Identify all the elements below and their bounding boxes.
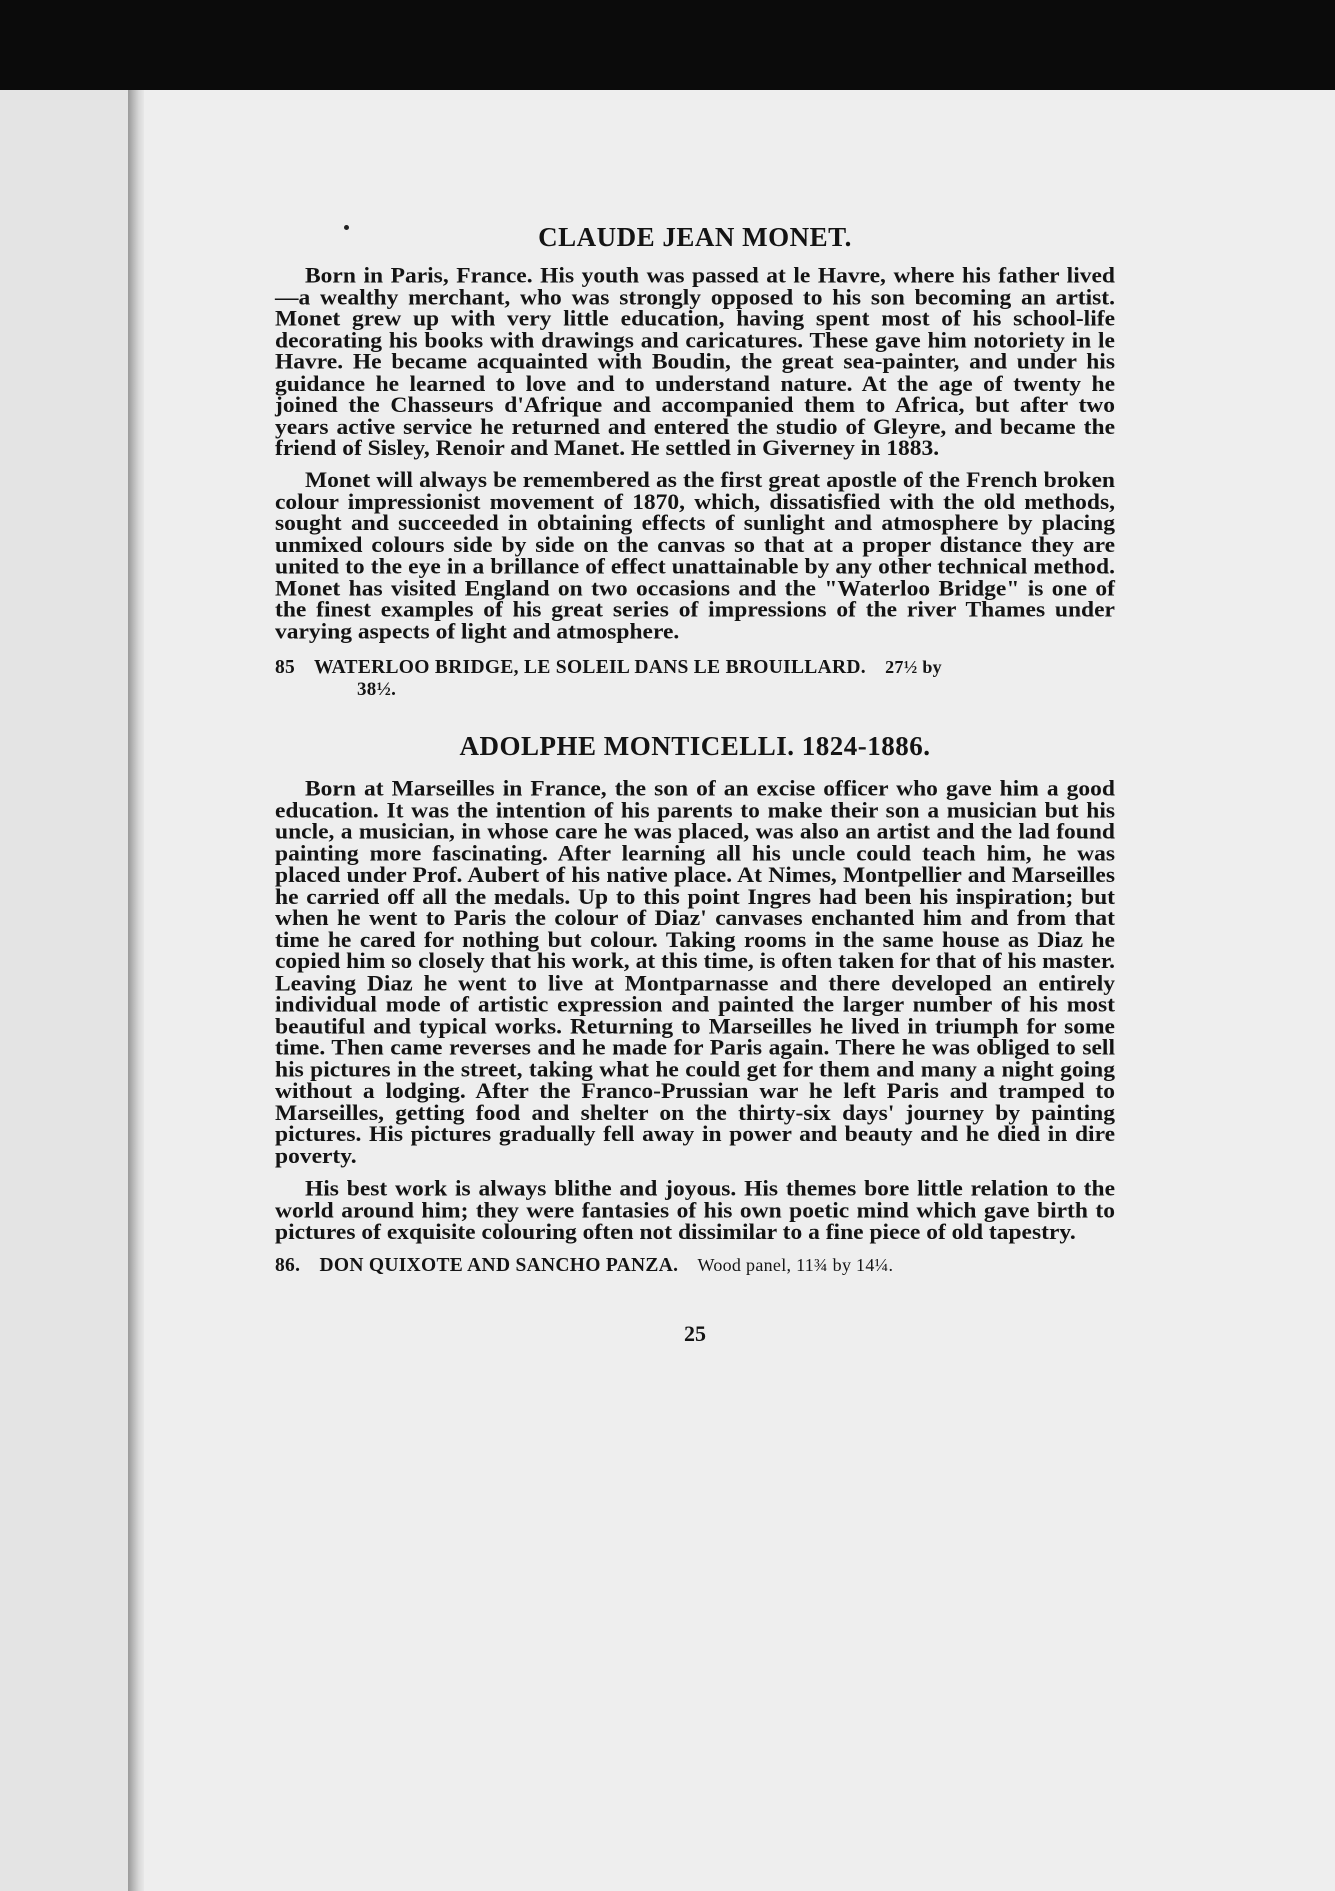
artist-heading-monet: CLAUDE JEAN MONET. bbox=[538, 222, 852, 252]
catalogue-entry-86 bbox=[275, 1254, 1115, 1277]
facing-page-edge bbox=[0, 90, 135, 1891]
entry-title: WATERLOO BRIDGE, LE SOLEIL DANS LE BROUILLARD. bbox=[313, 656, 866, 678]
monet-paragraph-1: Born in Paris, France. His youth was passed at le Havre, where his father lived—a wealthy merchant, who was strongly opposed to his son becoming an artist. Monet grew up with very little education, having spent most of his school-life decorating his books with drawings and caricatures. These gave him notoriety in le Havre. He became acquainted with Boudin, the great sea-painter, and under his guidance he learned to love and to understand nature. At the age of twenty he joined the Chasseurs d'Afrique and accompanied them to Africa, but after two years active service he returned and entered the studio of Gleyre, and became the friend of Sisley, Renoir and Manet. He settled in Giverney in 1883. bbox=[275, 263, 1115, 461]
entry-number: 86. bbox=[275, 1255, 301, 1276]
entry-medium: Wood panel, 11¾ by 14¼. bbox=[697, 1255, 894, 1275]
entry-dimensions: 27½ by bbox=[885, 656, 942, 677]
catalogue-entry-85 bbox=[275, 656, 1115, 701]
entry-dimensions-continued: 38½. bbox=[357, 678, 397, 700]
monet-paragraph-2: Monet will always be remembered as the first great apostle of the French broken colour impressionist movement of 1870, which, dissatisfied with the old methods, sought and succeeded in obtaining effects of sunlight and atmosphere by placing unmixed colours side by side on the canvas so that at a proper distance they are united to the eye in a brillance of effect unattainable by any other technical method. Monet has visited England on two occasions and the "Waterloo Bridge" is one of the finest examples of his great series of impressions of the river Thames under varying aspects of light and atmosphere. bbox=[275, 467, 1115, 644]
entry-number: 85 bbox=[275, 656, 296, 678]
entry-title: DON QUIXOTE AND SANCHO PANZA. bbox=[319, 1255, 679, 1276]
monticelli-paragraph-1: Born at Marseilles in France, the son of an excise officer who gave him a good education. It was the intention of his parents to make their son a musician but his uncle, a musician, in whose care he was placed, was also an artist and the lad found painting more fascinating. After learning all his uncle could teach him, he was placed under Prof. Aubert of his native place. At Nimes, Montpellier and Marseilles he carried off all the medals. Up to this point Ingres had been his inspiration; but when he went to Paris the colour of Diaz' canvases enchanted him and from that time he cared for nothing but colour. Taking rooms in the same house as Diaz he copied him so closely that his work, at this time, is often taken for that of his master. Leaving Diaz he went to live at Montparnasse and there developed an entirely individual mode of artistic expression and painted the larger number of his most beautiful and typical works. Returning to Marseilles he lived in triumph for some time. Then came reverses and he made for Paris again. There he was obliged to sell his pictures in the street, taking what he could get for them and many a night going without a lodging. After the Franco-Prussian war he left Paris and tramped to Marseilles, getting food and shelter on the thirty-six days' journey by painting pictures. His pictures gradually fell away in power and beauty and he died in dire poverty. bbox=[275, 775, 1115, 1168]
page-number: 25 bbox=[684, 1321, 706, 1346]
page-text bbox=[275, 222, 1115, 1347]
artist-heading-monticelli: ADOLPHE MONTICELLI. 1824-1886. bbox=[459, 730, 931, 761]
monticelli-paragraph-2: His best work is always blithe and joyous. His themes bore little relation to the world around him; they were fantasies of his own poetic mind which gave birth to pictures of exquisite colouring often not dissimilar to a fine piece of old tapestry. bbox=[275, 1175, 1115, 1245]
